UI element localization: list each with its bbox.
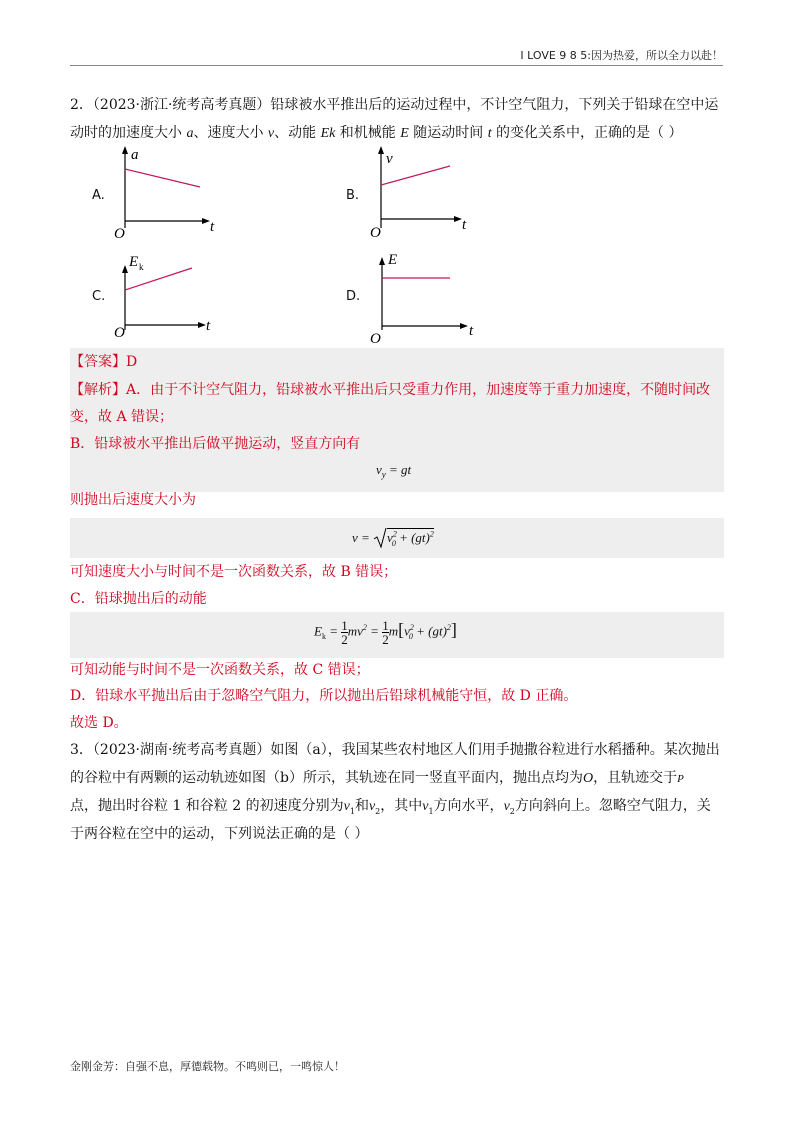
option-c-origin: O bbox=[114, 325, 125, 340]
option-c-ylabel: E bbox=[129, 254, 139, 270]
option-c-label[interactable]: C. bbox=[92, 289, 106, 304]
sqrt-sign bbox=[373, 527, 387, 549]
analysis-b-line3: 可知速度大小与时间不是一次函数关系，故 B 错误； bbox=[70, 564, 398, 580]
analysis-d-line: D．铅球水平抛出后由于忽略空气阻力，所以抛出后铅球机械能守恒，故 D 正确。 bbox=[70, 688, 578, 704]
option-a-ylabel: a bbox=[131, 147, 139, 163]
option-b-ylabel: v bbox=[386, 151, 393, 167]
q3-line3: 点，抛出时谷粒 1 和谷粒 2 的初速度分别为$v_1$和$v_2$，其中$v_1$方向水平，$v_2$方向斜向上。忽略空气阻力，关 bbox=[70, 798, 711, 816]
option-d-ylabel: E bbox=[388, 252, 398, 268]
page-header: I LOVE 9 8 5:因为热爱，所以全力以赴！ bbox=[520, 49, 723, 62]
option-b-label[interactable]: B. bbox=[346, 188, 360, 203]
q2-line2: 动时的加速度大小 a、速度大小 v、动能 Ek 和机械能 E 随运动时间 t 的变化关系中，正确的是（ ） bbox=[70, 125, 683, 141]
analysis-b-line: B．铅球被水平推出后做平抛运动，竖直方向有 bbox=[70, 436, 361, 452]
option-a-label[interactable]: A. bbox=[92, 188, 105, 203]
option-d-graph[interactable] bbox=[366, 248, 486, 344]
q3-line4: 于两谷粒在空中的运动，下列说法正确的是（ ） bbox=[70, 826, 369, 842]
analysis-b-line2: 则抛出后速度大小为 bbox=[70, 492, 196, 508]
option-c-line bbox=[125, 268, 192, 290]
option-b-graph[interactable] bbox=[366, 143, 486, 240]
option-c-xlabel: t bbox=[206, 318, 211, 334]
option-d-origin: O bbox=[370, 331, 381, 344]
option-d-label[interactable]: D. bbox=[346, 289, 361, 304]
analysis-line1: 【解析】A．由于不计空气阻力，铅球被水平推出后只受重力作用，加速度等于重力加速度，不随时间改 bbox=[70, 382, 711, 398]
q3-line1: 3．（2023·湖南·统考高考真题）如图（a），我国某些农村地区人们用手抛撒谷粒进行水稻播种。某次抛出 bbox=[70, 742, 720, 758]
formula-ek: $E_k$ = $\frac{1}{2}$ $mv^2$ = $\frac{1}{2}$ $m[v^2_0 + (gt)^2]$ bbox=[314, 618, 457, 647]
option-a-origin: O bbox=[114, 226, 125, 240]
q2-line1: 2．（2023·浙江·统考高考真题）铅球被水平推出后的运动过程中，不计空气阻力，下列关于铅球在空中运 bbox=[70, 97, 719, 113]
option-d-xlabel: t bbox=[469, 323, 474, 339]
analysis-line2: 变，故 A 错误； bbox=[70, 409, 174, 425]
option-a-line bbox=[125, 169, 200, 187]
option-a-graph[interactable] bbox=[110, 143, 230, 240]
q3-line2: 的谷粒中有两颗的运动轨迹如图（b）所示，其轨迹在同一竖直平面内，抛出点均为O，且轨迹交于P bbox=[70, 770, 684, 786]
option-b-origin: O bbox=[370, 225, 381, 240]
option-a-xlabel: t bbox=[210, 219, 215, 235]
formula-vy: $v_y$ = gt bbox=[376, 462, 412, 480]
option-c-graph[interactable] bbox=[110, 248, 230, 340]
page-footer: 金刚金芳：自强不息，厚德载物。不鸣则已，一鸣惊人！ bbox=[70, 1060, 345, 1073]
answer-line: 【答案】D bbox=[70, 354, 138, 370]
analysis-c-line: C．铅球抛出后的动能 bbox=[70, 591, 207, 607]
header-divider bbox=[70, 65, 723, 66]
option-b-xlabel: t bbox=[462, 217, 467, 233]
formula-v: $v = v^2_0 + (gt)^2$ bbox=[352, 527, 434, 549]
option-b-line bbox=[381, 166, 450, 185]
option-c-ylabel-sub: k bbox=[139, 262, 144, 272]
analysis-conclusion: 故选 D。 bbox=[70, 715, 128, 731]
analysis-c-line2: 可知动能与时间不是一次函数关系，故 C 错误； bbox=[70, 662, 370, 678]
